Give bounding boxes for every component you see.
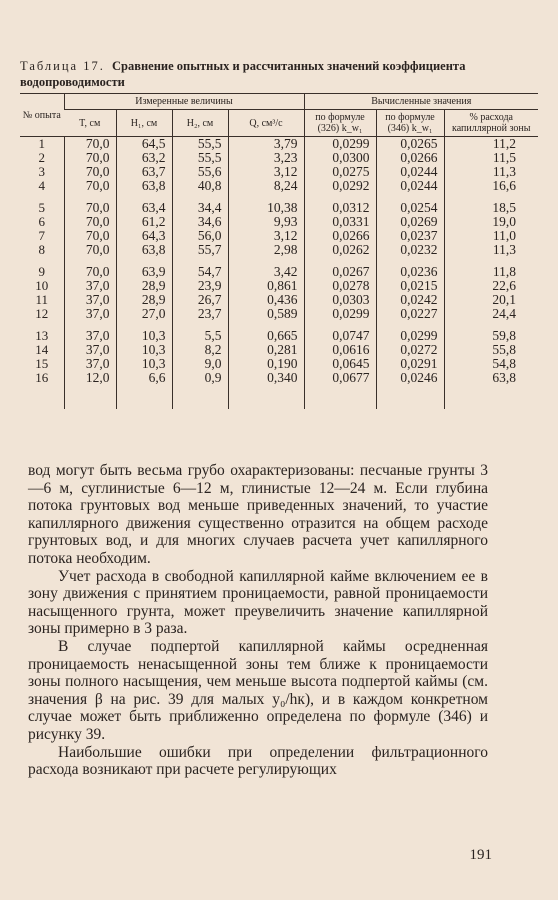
col-header-h2: H₂, см <box>172 110 228 137</box>
table-cell: 70,0 <box>64 201 116 215</box>
table-cell: 0,0331 <box>304 215 376 229</box>
table-row <box>20 307 538 321</box>
gap-cell <box>444 193 538 201</box>
table-cell: 63,4 <box>116 201 172 215</box>
table-cell: 23,9 <box>172 279 228 293</box>
table-cell: 10,3 <box>116 329 172 343</box>
col-header-t: T, см <box>64 110 116 137</box>
table-cell: 9 <box>38 264 45 279</box>
table-cell: 37,0 <box>64 329 116 343</box>
table-row <box>20 165 538 179</box>
table-cell: 14 <box>35 342 49 357</box>
table-cell: 0,9 <box>172 371 228 409</box>
table-cell: 3,42 <box>228 265 304 279</box>
table-cell: 0,0265 <box>376 137 444 152</box>
table-cell: 64,3 <box>116 229 172 243</box>
table-cell: 0,0236 <box>376 265 444 279</box>
table-cell: 7 <box>38 228 45 243</box>
table-cell: 10,3 <box>116 357 172 371</box>
gap-cell <box>444 321 538 329</box>
table-cell: 70,0 <box>64 243 116 257</box>
table-cell: 19,0 <box>444 215 538 229</box>
table-cell: 37,0 <box>64 343 116 357</box>
col-header-q: Q, см³/с <box>228 110 304 137</box>
table-cell: 9,0 <box>172 357 228 371</box>
gap-cell <box>444 257 538 265</box>
paragraph-2: Учет расхода в свободной капиллярной кайме включением ее в зону движения с принятием проницаемости, равной проницаемости насыщенного грунта, может преувеличить значение капиллярной зоны примерно в 3 раза. <box>28 567 488 638</box>
table-cell: 26,7 <box>172 293 228 307</box>
table-row <box>20 201 538 215</box>
table-row <box>20 243 538 257</box>
table-cell: 27,0 <box>116 307 172 321</box>
table-cell: 8,2 <box>172 343 228 357</box>
table-cell: 6 <box>38 214 45 229</box>
table-cell: 70,0 <box>64 151 116 165</box>
table-cell: 0,589 <box>228 307 304 321</box>
table-cell: 24,4 <box>444 307 538 321</box>
table-row <box>20 371 538 409</box>
table-cell: 10 <box>35 278 49 293</box>
table-cell: 0,665 <box>228 329 304 343</box>
table-cell: 28,9 <box>116 293 172 307</box>
table-cell: 70,0 <box>64 265 116 279</box>
paragraph-3: В случае подпертой капиллярной каймы осредненная проницаемость ненасыщенной зоны тем ближе к проницаемости зоны полного насыщения, чем меньше высота подпертой каймы (см. значения β на рис. 39 для малых y₀/hк), и в каждом конкретном случае может быть приближенно определена по формуле (346) и рисунку 39. <box>28 637 488 743</box>
table-cell: 23,7 <box>172 307 228 321</box>
table-cell: 54,7 <box>172 265 228 279</box>
table-cell: 0,0292 <box>304 179 376 193</box>
table-cell: 37,0 <box>64 307 116 321</box>
table-row <box>20 293 538 307</box>
table-cell: 5,5 <box>172 329 228 343</box>
table-cell: 0,0645 <box>304 357 376 371</box>
table-cell: 15 <box>35 356 49 371</box>
col-header-h1: H₁, см <box>116 110 172 137</box>
table-cell: 0,0616 <box>304 343 376 357</box>
table-row <box>20 151 538 165</box>
table-cell: 3,79 <box>228 137 304 152</box>
table-cell: 0,0244 <box>376 179 444 193</box>
table-cell: 63,2 <box>116 151 172 165</box>
table-cell: 63,8 <box>444 371 538 409</box>
table-cell: 63,9 <box>116 265 172 279</box>
table-cell: 0,0246 <box>376 371 444 409</box>
table-cell: 55,8 <box>444 343 538 357</box>
table-cell: 13 <box>35 328 49 343</box>
table-cell: 37,0 <box>64 279 116 293</box>
table-cell: 8,24 <box>228 179 304 193</box>
table-cell: 54,8 <box>444 357 538 371</box>
table-cell: 55,6 <box>172 165 228 179</box>
table-cell: 0,0303 <box>304 293 376 307</box>
table-cell: 3,23 <box>228 151 304 165</box>
table-cell: 70,0 <box>64 179 116 193</box>
table-cell: 0,0677 <box>304 371 376 409</box>
table-cell: 37,0 <box>64 293 116 307</box>
col-header-formula-346: по формуле (346) k_w₁ <box>376 110 444 137</box>
table-cell: 9,93 <box>228 215 304 229</box>
col-header-no: № опыта <box>20 94 64 137</box>
table-cell: 0,0299 <box>376 329 444 343</box>
table-cell: 0,0272 <box>376 343 444 357</box>
table-cell: 22,6 <box>444 279 538 293</box>
table-cell: 3,12 <box>228 229 304 243</box>
table-cell: 16 <box>35 370 49 385</box>
table-caption <box>20 58 540 90</box>
table-cell: 12 <box>35 306 49 321</box>
table-cell: 0,0266 <box>376 151 444 165</box>
table-cell: 0,0254 <box>376 201 444 215</box>
table-cell: 8 <box>38 242 45 257</box>
table-cell: 10,3 <box>116 343 172 357</box>
table-cell: 3 <box>38 164 45 179</box>
table-cell: 70,0 <box>64 165 116 179</box>
table-cell: 28,9 <box>116 279 172 293</box>
table-cell: 34,6 <box>172 215 228 229</box>
table-cell: 55,5 <box>172 137 228 152</box>
table-cell: 0,281 <box>228 343 304 357</box>
table-cell: 0,861 <box>228 279 304 293</box>
col-header-formula-326: по формуле (326) k_w₁ <box>304 110 376 137</box>
table-cell: 0,340 <box>228 371 304 409</box>
table-cell: 0,0232 <box>376 243 444 257</box>
table-cell: 11,2 <box>444 137 538 152</box>
table-cell: 2,98 <box>228 243 304 257</box>
table-cell: 0,0262 <box>304 243 376 257</box>
comparison-table <box>20 93 538 409</box>
table-cell: 0,0291 <box>376 357 444 371</box>
table-cell: 1 <box>38 136 45 151</box>
table-cell: 11,0 <box>444 229 538 243</box>
table-cell: 37,0 <box>64 357 116 371</box>
table-cell: 20,1 <box>444 293 538 307</box>
table-cell: 0,0299 <box>304 307 376 321</box>
table-cell: 3,12 <box>228 165 304 179</box>
body-text <box>28 462 488 779</box>
table-row <box>20 329 538 343</box>
table-cell: 0,0266 <box>304 229 376 243</box>
table-cell: 16,6 <box>444 179 538 193</box>
table-row <box>20 279 538 293</box>
table-cell: 70,0 <box>64 215 116 229</box>
table-cell: 6,6 <box>116 371 172 409</box>
table-caption-lead: Таблица 17. <box>20 59 105 73</box>
table-cell: 0,0747 <box>304 329 376 343</box>
table-cell: 63,8 <box>116 243 172 257</box>
table-cell: 5 <box>38 200 45 215</box>
table-cell: 0,0278 <box>304 279 376 293</box>
table-cell: 0,0244 <box>376 165 444 179</box>
table-row <box>20 265 538 279</box>
table-cell: 70,0 <box>64 137 116 152</box>
table-row <box>20 215 538 229</box>
table-row <box>20 357 538 371</box>
table-row <box>20 137 538 152</box>
table-cell: 63,8 <box>116 179 172 193</box>
table-cell: 0,0299 <box>304 137 376 152</box>
table-cell: 18,5 <box>444 201 538 215</box>
paragraph-1: вод могут быть весьма грубо охарактеризованы: песчаные грунты 3—6 м, суглинистые 6—12 м, глинистые 12—24 м. Если глубина потока грунтовых вод меньше приведенных значений, то участие капиллярного движения существенно отразится на общем расходе грунтовых вод, и для многих случаев расчета учет капиллярного потока необходим. <box>28 462 488 567</box>
paragraph-4: Наибольшие ошибки при определении фильтрационного расхода возникают при расчете регулирующих <box>28 743 488 779</box>
table-body <box>20 137 538 410</box>
table-cell: 55,7 <box>172 243 228 257</box>
table-row <box>20 229 538 243</box>
table-cell: 12,0 <box>64 371 116 409</box>
col-group-measured: Измеренные величины <box>64 94 304 110</box>
col-group-computed: Вычисленные значения <box>304 94 538 110</box>
table-cell: 55,5 <box>172 151 228 165</box>
table-cell: 0,0267 <box>304 265 376 279</box>
table-cell: 0,190 <box>228 357 304 371</box>
table-cell: 4 <box>38 178 45 193</box>
table-cell: 56,0 <box>172 229 228 243</box>
table-cell: 0,0269 <box>376 215 444 229</box>
table-cell: 63,7 <box>116 165 172 179</box>
table-cell: 11,3 <box>444 165 538 179</box>
table-cell: 11,3 <box>444 243 538 257</box>
table-cell: 61,2 <box>116 215 172 229</box>
table-cell: 0,0242 <box>376 293 444 307</box>
table-cell: 70,0 <box>64 229 116 243</box>
table-row <box>20 343 538 357</box>
table-row <box>20 179 538 193</box>
table-cell: 40,8 <box>172 179 228 193</box>
page-number: 191 <box>469 847 492 863</box>
table-cell: 11,5 <box>444 151 538 165</box>
col-header-capillary-pct: % расхода капиллярной зоны <box>444 110 538 137</box>
table-cell: 59,8 <box>444 329 538 343</box>
table-cell: 64,5 <box>116 137 172 152</box>
table-cell: 0,0237 <box>376 229 444 243</box>
table-cell: 11 <box>35 292 49 307</box>
table-cell: 0,0227 <box>376 307 444 321</box>
table-cell: 0,436 <box>228 293 304 307</box>
table-cell: 0,0312 <box>304 201 376 215</box>
table-cell: 0,0215 <box>376 279 444 293</box>
table-cell: 2 <box>38 150 45 165</box>
table-cell: 11,8 <box>444 265 538 279</box>
table-cell: 34,4 <box>172 201 228 215</box>
table-cell: 10,38 <box>228 201 304 215</box>
table-caption-text: Сравнение опытных и рассчитанных значений коэффициента водопроводимости <box>20 59 466 89</box>
table-cell: 0,0300 <box>304 151 376 165</box>
table-cell: 0,0275 <box>304 165 376 179</box>
